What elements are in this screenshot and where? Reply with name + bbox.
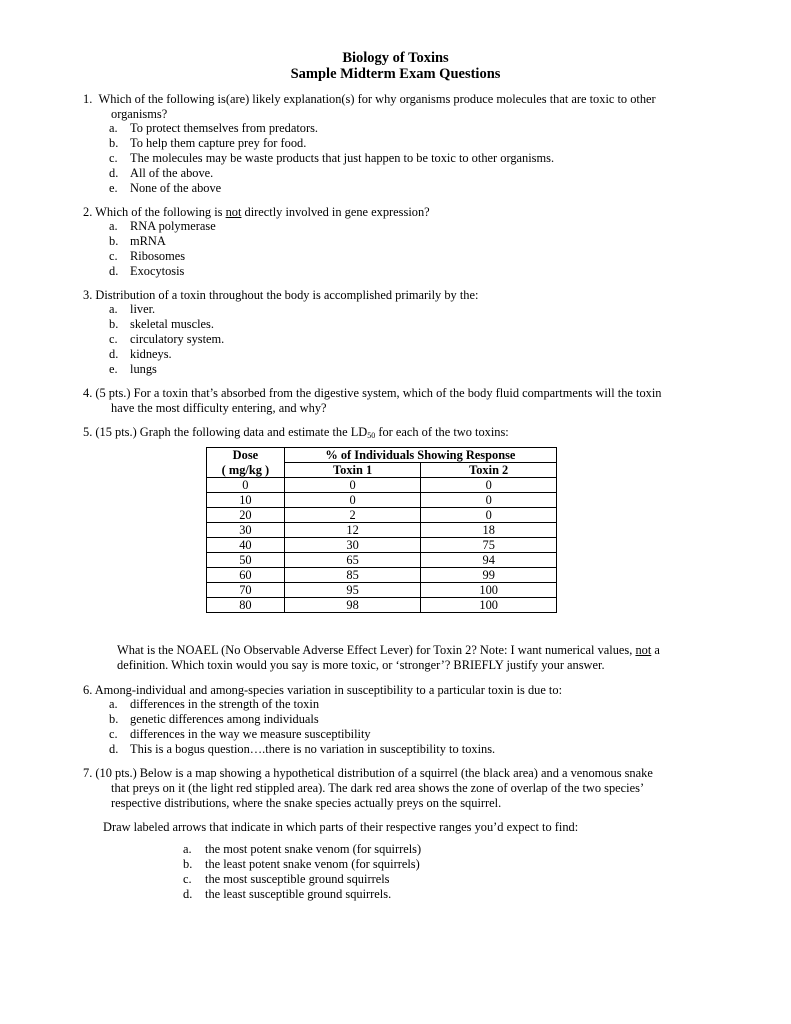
option-text: differences in the strength of the toxin xyxy=(130,697,320,711)
option-letter: c. xyxy=(109,249,118,263)
option-text: The molecules may be waste products that just happen to be toxic to other organisms. xyxy=(130,151,555,165)
q6-option-b xyxy=(0,712,791,727)
option-letter: b. xyxy=(109,136,119,150)
table-row xyxy=(207,508,557,523)
q7-option-b xyxy=(0,857,791,872)
q6-prompt: 6. Among-individual and among-species variation in susceptibility to a particular toxin is due to: xyxy=(83,683,563,697)
toxin1-cell: 95 xyxy=(284,583,421,598)
q5-followup-line1: What is the NOAEL (No Observable Adverse Effect Lever) for Toxin 2? Note: I want numerical values, not a xyxy=(117,643,660,657)
dose-header: Dose xyxy=(207,448,285,463)
dose-cell: 10 xyxy=(207,493,285,508)
option-letter: c. xyxy=(183,872,192,886)
option-text: To protect themselves from predators. xyxy=(130,121,319,135)
q2-emphasis: not xyxy=(225,205,242,219)
table-row xyxy=(207,478,557,493)
toxin1-cell: 65 xyxy=(284,553,421,568)
q3-prompt: 3. Distribution of a toxin throughout the body is accomplished primarily by the: xyxy=(83,288,479,302)
q2-option-a xyxy=(0,219,791,234)
q1-option-d xyxy=(0,166,791,181)
option-text: To help them capture prey for food. xyxy=(130,136,307,150)
option-letter: e. xyxy=(109,181,118,195)
option-letter: c. xyxy=(109,151,118,165)
q1-number: 1. xyxy=(83,92,93,106)
q1-option-b xyxy=(0,136,791,151)
toxin1-cell: 0 xyxy=(284,493,421,508)
option-letter: b. xyxy=(109,234,119,248)
q1-text-line2: organisms? xyxy=(111,107,168,121)
toxin2-cell: 0 xyxy=(421,493,557,508)
option-text: RNA polymerase xyxy=(130,219,216,233)
document-subtitle: Sample Midterm Exam Questions xyxy=(290,66,501,82)
q7-option-d xyxy=(0,887,791,902)
table-row xyxy=(207,523,557,538)
q5-suffix: for each of the two toxins: xyxy=(375,425,509,439)
table-row xyxy=(207,553,557,568)
toxin1-cell: 0 xyxy=(284,478,421,493)
q1-prompt xyxy=(83,92,656,107)
table-row xyxy=(207,538,557,553)
toxin2-cell: 18 xyxy=(421,523,557,538)
toxin1-header: Toxin 1 xyxy=(284,463,421,478)
q5-prompt xyxy=(83,425,509,443)
dose-cell: 0 xyxy=(207,478,285,493)
q7-option-a xyxy=(0,842,791,857)
option-letter: e. xyxy=(109,362,118,376)
toxin2-cell: 0 xyxy=(421,508,557,523)
q5-prefix: 5. (15 pts.) Graph the following data and estimate the LD xyxy=(83,425,368,439)
q4-prompt-line1: 4. (5 pts.) For a toxin that’s absorbed from the digestive system, which of the body fluid compartments will the toxin xyxy=(83,386,662,400)
option-text: lungs xyxy=(130,362,157,376)
toxin2-cell: 94 xyxy=(421,553,557,568)
toxin1-cell: 30 xyxy=(284,538,421,553)
option-text: None of the above xyxy=(130,181,222,195)
toxin1-cell: 98 xyxy=(284,598,421,613)
toxin1-cell: 2 xyxy=(284,508,421,523)
q5-followup-line2: definition. Which toxin would you say is more toxic, or ‘stronger’? BRIEFLY justify your answer. xyxy=(117,658,605,672)
option-text: the most potent snake venom (for squirrels) xyxy=(205,842,422,856)
option-text: circulatory system. xyxy=(130,332,225,346)
option-text: This is a bogus question….there is no variation in susceptibility to toxins. xyxy=(130,742,496,756)
q5-subscript: 50 xyxy=(367,431,376,440)
q3-option-b xyxy=(0,317,791,332)
q3-option-d xyxy=(0,347,791,362)
q1-option-e xyxy=(0,181,791,196)
dose-response-table xyxy=(206,447,557,613)
q1-option-c xyxy=(0,151,791,166)
dose-cell: 50 xyxy=(207,553,285,568)
toxin2-cell: 75 xyxy=(421,538,557,553)
q4-prompt-line2: have the most difficulty entering, and why? xyxy=(111,401,327,415)
table-row xyxy=(207,598,557,613)
option-text: mRNA xyxy=(130,234,166,248)
option-letter: a. xyxy=(109,302,118,316)
option-text: All of the above. xyxy=(130,166,214,180)
option-letter: d. xyxy=(109,166,119,180)
q2-prompt xyxy=(83,205,430,220)
toxin2-header: Toxin 2 xyxy=(421,463,557,478)
option-text: kidneys. xyxy=(130,347,172,361)
q5-emphasis: not xyxy=(635,643,652,657)
option-letter: b. xyxy=(183,857,193,871)
toxin2-cell: 99 xyxy=(421,568,557,583)
dose-cell: 20 xyxy=(207,508,285,523)
dose-cell: 40 xyxy=(207,538,285,553)
q2-suffix: directly involved in gene expression? xyxy=(241,205,430,219)
option-text: Exocytosis xyxy=(130,264,185,278)
q6-option-a xyxy=(0,697,791,712)
q1-text-line1: Which of the following is(are) likely explanation(s) for why organisms produce molecules that are toxic to other xyxy=(98,92,656,106)
q2-option-d xyxy=(0,264,791,279)
table-row xyxy=(207,568,557,583)
option-text: differences in the way we measure susceptibility xyxy=(130,727,371,741)
option-letter: a. xyxy=(109,697,118,711)
option-letter: c. xyxy=(109,332,118,346)
dose-cell: 60 xyxy=(207,568,285,583)
option-text: Ribosomes xyxy=(130,249,186,263)
q1-option-a xyxy=(0,121,791,136)
table-body xyxy=(207,478,557,613)
response-group-header: % of Individuals Showing Response xyxy=(284,448,556,463)
option-text: liver. xyxy=(130,302,156,316)
q7-prompt-line2: that preys on it (the light red stippled area). The dark red area shows the zone of overlap of the two species’ xyxy=(111,781,645,795)
q7-option-c xyxy=(0,872,791,887)
table-row xyxy=(207,493,557,508)
q7-instruction: Draw labeled arrows that indicate in which parts of their respective ranges you’d expect to find: xyxy=(103,820,579,834)
option-letter: a. xyxy=(109,219,118,233)
toxin2-cell: 100 xyxy=(421,598,557,613)
toxin1-cell: 12 xyxy=(284,523,421,538)
dose-unit-header: ( mg/kg ) xyxy=(207,463,285,478)
option-letter: a. xyxy=(183,842,192,856)
option-letter: c. xyxy=(109,727,118,741)
q3-option-e xyxy=(0,362,791,377)
q2-option-c xyxy=(0,249,791,264)
q7-prompt-line3: respective distributions, where the snake species actually preys on the squirrel. xyxy=(111,796,502,810)
toxin2-cell: 0 xyxy=(421,478,557,493)
toxin2-cell: 100 xyxy=(421,583,557,598)
document-title: Biology of Toxins xyxy=(342,50,449,66)
option-letter: d. xyxy=(109,347,119,361)
option-text: the least susceptible ground squirrels. xyxy=(205,887,392,901)
q3-option-a xyxy=(0,302,791,317)
option-text: the least potent snake venom (for squirrels) xyxy=(205,857,420,871)
option-text: the most susceptible ground squirrels xyxy=(205,872,390,886)
dose-cell: 30 xyxy=(207,523,285,538)
toxin1-cell: 85 xyxy=(284,568,421,583)
option-letter: d. xyxy=(183,887,193,901)
q6-option-d xyxy=(0,742,791,757)
option-text: genetic differences among individuals xyxy=(130,712,319,726)
q2-option-b xyxy=(0,234,791,249)
q2-prefix: 2. Which of the following is xyxy=(83,205,226,219)
option-text: skeletal muscles. xyxy=(130,317,214,331)
option-letter: b. xyxy=(109,712,119,726)
option-letter: a. xyxy=(109,121,118,135)
option-letter: b. xyxy=(109,317,119,331)
dose-cell: 70 xyxy=(207,583,285,598)
option-letter: d. xyxy=(109,742,119,756)
option-letter: d. xyxy=(109,264,119,278)
q6-option-c xyxy=(0,727,791,742)
table-row xyxy=(207,583,557,598)
q3-option-c xyxy=(0,332,791,347)
dose-cell: 80 xyxy=(207,598,285,613)
q7-prompt-line1: 7. (10 pts.) Below is a map showing a hypothetical distribution of a squirrel (the black area) and a venomous snake xyxy=(83,766,653,780)
